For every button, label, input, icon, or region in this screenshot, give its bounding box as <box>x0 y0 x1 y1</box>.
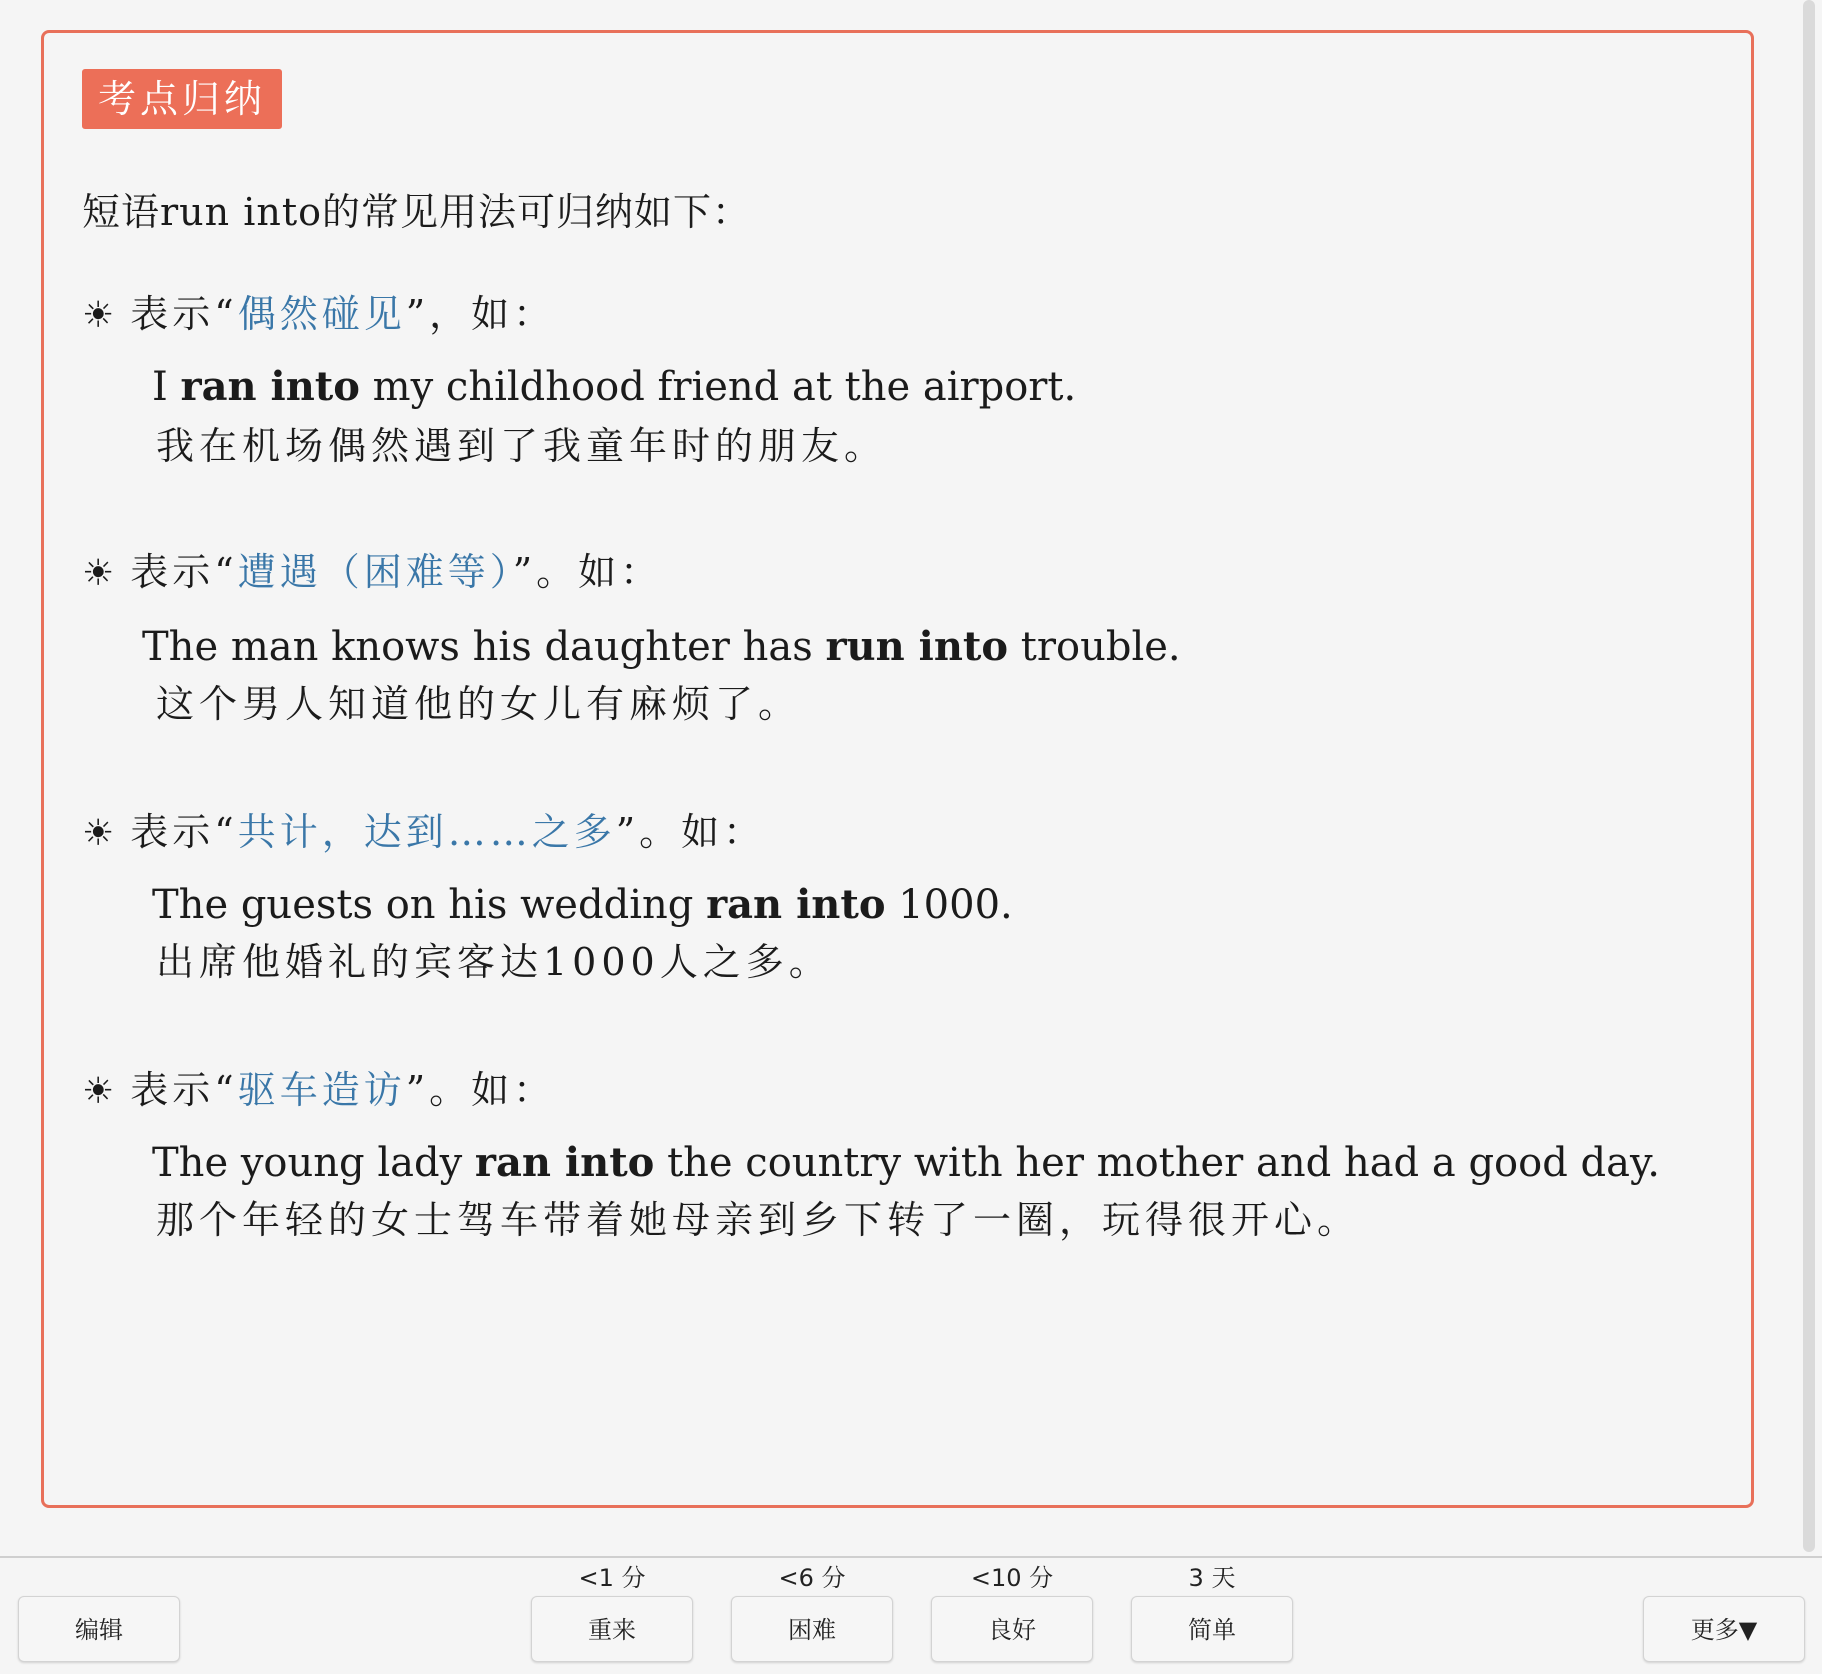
example-translation: 出席他婚礼的宾客达1000人之多。 <box>156 940 832 984</box>
hard-button[interactable]: 困难 <box>731 1596 893 1662</box>
good-button[interactable]: 良好 <box>931 1596 1093 1662</box>
sun-icon: ☀ <box>82 295 119 336</box>
usage-heading: ☀ 表示“共计，达到……之多”。如： <box>82 810 766 854</box>
intro-text: 短语run into的常见用法可归纳如下： <box>82 190 751 234</box>
usage-meaning: 共计，达到……之多 <box>237 810 616 854</box>
sun-icon: ☀ <box>82 1071 119 1112</box>
more-button[interactable]: 更多▼ <box>1643 1596 1805 1662</box>
interval-label-good: <10 分 <box>970 1564 1054 1592</box>
usage-heading: ☀ 表示“驱车造访”。如： <box>82 1068 556 1112</box>
easy-button[interactable]: 简单 <box>1131 1596 1293 1662</box>
interval-label-easy: 3 天 <box>1188 1564 1236 1592</box>
edit-button[interactable]: 编辑 <box>18 1596 180 1662</box>
answer-toolbar <box>0 1556 1822 1674</box>
usage-heading: ☀ 表示“偶然碰见”，如： <box>82 292 556 336</box>
example-translation: 那个年轻的女士驾车带着她母亲到乡下转了一圈，玩得很开心。 <box>156 1198 1361 1242</box>
vertical-scrollbar[interactable] <box>1800 0 1818 1556</box>
sun-icon: ☀ <box>82 553 119 594</box>
again-button[interactable]: 重来 <box>531 1596 693 1662</box>
sun-icon: ☀ <box>82 813 119 854</box>
usage-meaning: 遭遇（困难等） <box>237 550 513 594</box>
usage-heading: ☀ 表示“遭遇（困难等）”。如： <box>82 550 663 594</box>
section-tag: 考点归纳 <box>82 69 282 129</box>
interval-label-again: <1 分 <box>578 1564 646 1592</box>
interval-label-hard: <6 分 <box>778 1564 846 1592</box>
example-sentence: The young lady ran into the country with her mother and had a good day. <box>152 1139 1660 1186</box>
scrollbar-thumb[interactable] <box>1803 0 1815 1552</box>
usage-meaning: 驱车造访 <box>237 1068 406 1112</box>
example-sentence: The guests on his wedding ran into 1000. <box>152 881 1013 928</box>
card-frame <box>41 30 1754 1508</box>
example-sentence: The man knows his daughter has run into trouble. <box>142 623 1181 670</box>
usage-meaning: 偶然碰见 <box>237 292 406 336</box>
example-translation: 我在机场偶然遇到了我童年时的朋友。 <box>156 424 888 468</box>
example-sentence: I ran into my childhood friend at the airport. <box>152 363 1077 410</box>
example-translation: 这个男人知道他的女儿有麻烦了。 <box>156 682 802 726</box>
